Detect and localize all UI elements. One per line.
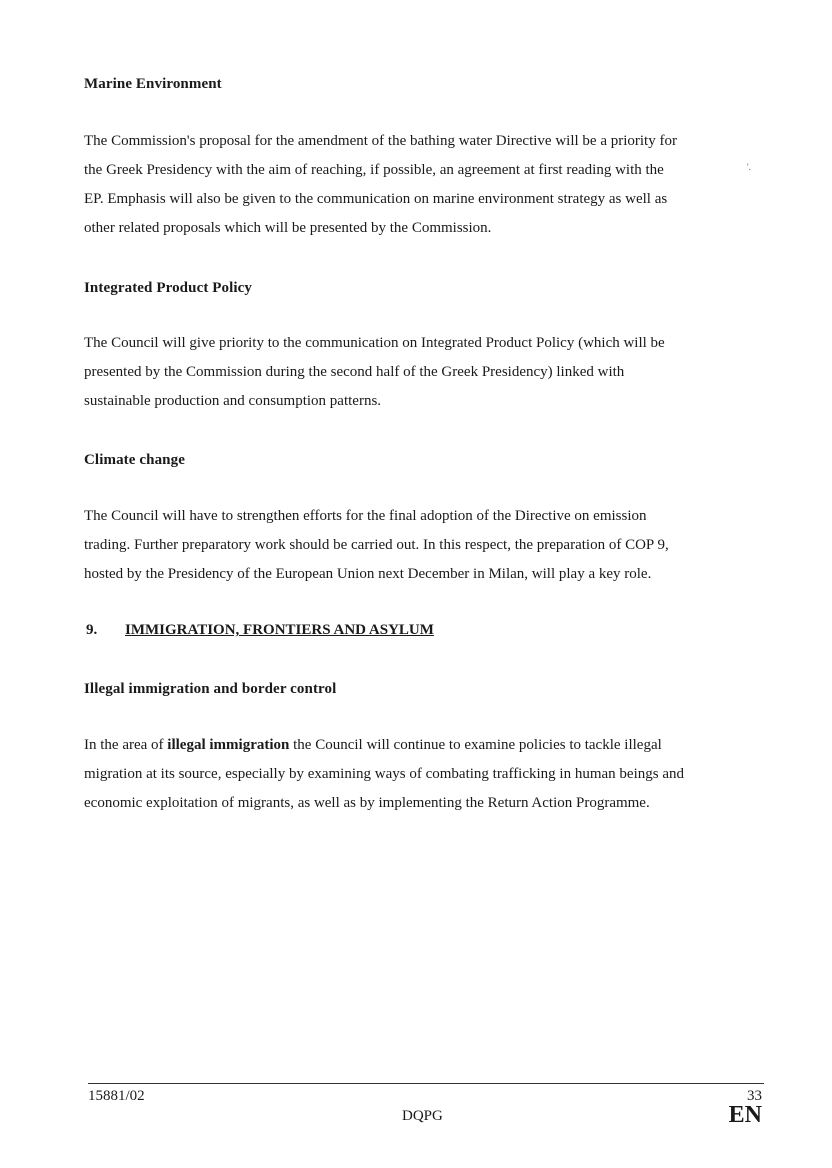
paragraph-integrated-product-policy	[84, 329, 764, 416]
section-number: 9.	[86, 622, 98, 638]
heading-integrated-product-policy: Integrated Product Policy	[84, 280, 253, 296]
footer-unit-code: DQPG	[402, 1108, 443, 1124]
footer-language-code: EN	[728, 1102, 762, 1128]
text-line: trading. Further preparatory work should be carried out. In this respect, the preparation of COP 9,	[84, 537, 669, 553]
heading-marine-environment: Marine Environment	[84, 76, 222, 92]
text-line: The Commission's proposal for the amendment of the bathing water Directive will be a priority for	[84, 133, 677, 149]
text-line	[84, 731, 764, 760]
text-line: presented by the Commission during the second half of the Greek Presidency) linked with	[84, 364, 625, 380]
heading-illegal-immigration: Illegal immigration and border control	[84, 681, 337, 697]
footer-page-number: 33	[747, 1088, 762, 1104]
margin-mark: '.	[747, 162, 751, 172]
text-line: the Greek Presidency with the aim of reaching, if possible, an agreement at first reading with the	[84, 162, 664, 178]
section-title: IMMIGRATION, FRONTIERS AND ASYLUM	[125, 622, 434, 638]
text-line: economic exploitation of migrants, as well as by implementing the Return Action Programme.	[84, 795, 650, 811]
text-line: other related proposals which will be presented by the Commission.	[84, 220, 492, 236]
text-line: sustainable production and consumption patterns.	[84, 393, 382, 409]
text-line: EP. Emphasis will also be given to the communication on marine environment strategy as well as	[84, 191, 668, 207]
text-line: hosted by the Presidency of the European Union next December in Milan, will play a key role.	[84, 566, 652, 582]
paragraph-illegal-immigration	[84, 731, 764, 818]
footer-document-reference: 15881/02	[88, 1088, 145, 1104]
footer-divider	[88, 1083, 764, 1084]
heading-climate-change: Climate change	[84, 452, 185, 468]
section-heading-immigration	[86, 622, 434, 639]
text-line: The Council will give priority to the communication on Integrated Product Policy (which will be	[84, 335, 665, 351]
emphasis-illegal-immigration: illegal immigration	[167, 737, 290, 753]
text-fragment: In the area of	[84, 737, 168, 753]
paragraph-marine-environment	[84, 127, 764, 243]
text-line: migration at its source, especially by examining ways of combating trafficking in human beings and	[84, 766, 684, 782]
paragraph-climate-change	[84, 502, 764, 589]
text-line: The Council will have to strengthen efforts for the final adoption of the Directive on emission	[84, 508, 647, 524]
text-fragment: the Council will continue to examine policies to tackle illegal	[289, 737, 662, 753]
